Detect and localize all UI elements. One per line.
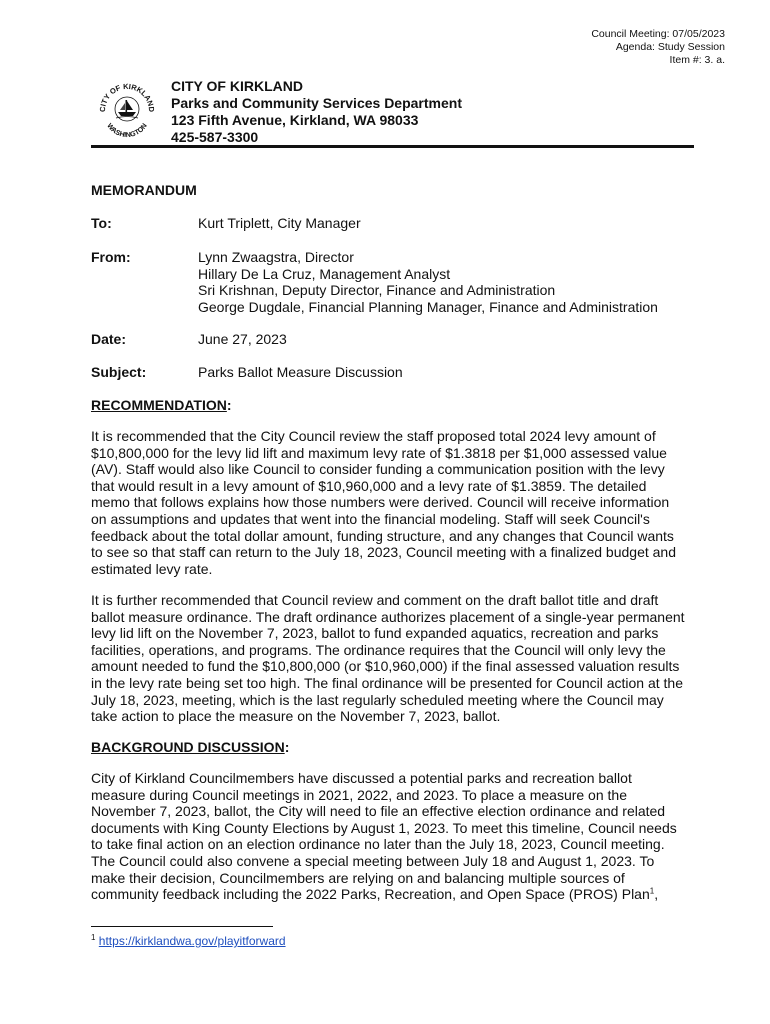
date-value: June 27, 2023: [198, 331, 287, 347]
letterhead: [171, 78, 462, 146]
from-values: [198, 249, 658, 315]
text-line: July 18, 2023, meeting, which is the last regularly scheduled meeting where the Council may: [91, 691, 664, 708]
text-line: estimated levy rate.: [91, 560, 213, 577]
text-line: City of Kirkland Councilmembers have discussed a potential parks and recreation ballot: [91, 770, 632, 786]
footnote: [91, 934, 286, 948]
background-heading-colon: :: [284, 739, 290, 755]
background-heading-text: BACKGROUND DISCUSSION: [91, 739, 285, 755]
department-phone: 425-587-3300: [171, 129, 259, 145]
date-label: Date:: [91, 331, 127, 347]
letterhead-rule: [91, 145, 694, 148]
text-line: take action to place the measure on the November 7, 2023, ballot.: [91, 708, 501, 725]
text-line: It is further recommended that Council review and comment on the draft ballot title and draft: [91, 592, 659, 608]
text-line: amount needed to fund the $10,800,000 (or $10,960,000) if the final assessed valuation results: [91, 658, 680, 675]
city-name: CITY OF KIRKLAND: [171, 78, 303, 94]
text-line: (AV). Staff would also like Council to consider funding a communication position with the levy: [91, 461, 665, 478]
background-paragraph-1: [91, 770, 683, 903]
from-person: Sri Krishnan, Deputy Director, Finance and Administration: [198, 282, 556, 298]
svg-text:CITY OF KIRKLAND: CITY OF KIRKLAND: [97, 81, 157, 113]
text-line: to see so that staff can return to the July 18, 2023, Council meeting with a finalized budget and: [91, 544, 676, 561]
from-label: From:: [91, 249, 131, 265]
text-line: that would result in a levy amount of $10,960,000 and a levy rate of $1.3859. The detailed: [91, 477, 647, 494]
text-line: [91, 886, 683, 903]
background-heading: [91, 739, 289, 755]
footnote-rule: [91, 926, 273, 927]
city-seal-icon: [96, 78, 158, 140]
text-line: measure during Council meetings in 2021, 2022, and 2023. To place a measure on the: [91, 786, 627, 803]
text-line: November 7, 2023, ballot, the City will need to file an effective election ordinance and related: [91, 803, 666, 820]
subject-label: Subject:: [91, 364, 147, 380]
to-label: To:: [91, 215, 112, 231]
text-line: The Council could also convene a special meeting between July 18 and August 1, 2023. To: [91, 852, 655, 869]
from-person: Hillary De La Cruz, Management Analyst: [198, 265, 451, 282]
recommendation-heading-colon: :: [226, 397, 232, 413]
meeting-info: [591, 28, 725, 67]
department-name: Parks and Community Services Department: [171, 95, 462, 111]
text-line: to take final action on an election ordinance no later than the July 18, 2023, Council meeting.: [91, 836, 665, 853]
text-line: memo that follows explains how those numbers were derived. Council will receive information: [91, 494, 670, 511]
text-line: It is recommended that the City Council review the staff proposed total 2024 levy amount of: [91, 428, 656, 444]
text-line: ballot measure ordinance. The draft ordinance authorizes placement of a single-year permanent: [91, 608, 685, 625]
department-address: 123 Fifth Avenue, Kirkland, WA 98033: [171, 112, 419, 128]
text-line-content: community feedback including the 2022 Parks, Recreation, and Open Space (PROS) Plan: [91, 886, 650, 903]
text-line: feedback about the total dollar amount, funding structure, and any changes that Council wants: [91, 527, 674, 544]
text-line: documents with King County Elections by August 1, 2023. To meet this timeline, Council needs: [91, 819, 677, 836]
footnote-number: 1: [91, 933, 96, 942]
recommendation-heading-text: RECOMMENDATION: [91, 397, 227, 413]
footnote-link[interactable]: https://kirklandwa.gov/playitforward: [98, 934, 286, 948]
to-value: Kurt Triplett, City Manager: [198, 215, 361, 231]
text-line: make their decision, Councilmembers are relying on and balancing multiple sources of: [91, 869, 625, 886]
from-person: George Dugdale, Financial Planning Manager, Finance and Administration: [198, 298, 658, 315]
text-line: $10,800,000 for the levy lid lift and maximum levy rate of $1.3818 per $1,000 assessed value: [91, 444, 667, 461]
text-line: on assumptions and updates that went into the financial modeling. Staff will seek Council's: [91, 510, 650, 527]
svg-text:WASHINGTON: WASHINGTON: [105, 122, 149, 140]
meeting-item: Item #: 3. a.: [669, 54, 725, 66]
recommendation-paragraph-1: [91, 428, 683, 577]
text-line: facilities, operations, and programs. The ordinance requires that the Council will only levy the: [91, 641, 666, 658]
text-line-punctuation: ,: [654, 886, 659, 903]
subject-value: Parks Ballot Measure Discussion: [198, 364, 403, 380]
memo-title: MEMORANDUM: [91, 182, 197, 198]
meeting-agenda: Agenda: Study Session: [615, 41, 725, 53]
recommendation-heading: [91, 397, 232, 413]
recommendation-paragraph-2: [91, 592, 683, 725]
meeting-date: Council Meeting: 07/05/2023: [591, 28, 725, 40]
footnote-reference[interactable]: 1: [649, 886, 655, 896]
text-line: in the levy rate being set too high. The final ordinance will be presented for Council action at the: [91, 674, 683, 691]
from-person: Lynn Zwaagstra, Director: [198, 249, 354, 265]
text-line: levy lid lift on the November 7, 2023, ballot to fund expanded aquatics, recreation and parks: [91, 625, 659, 642]
